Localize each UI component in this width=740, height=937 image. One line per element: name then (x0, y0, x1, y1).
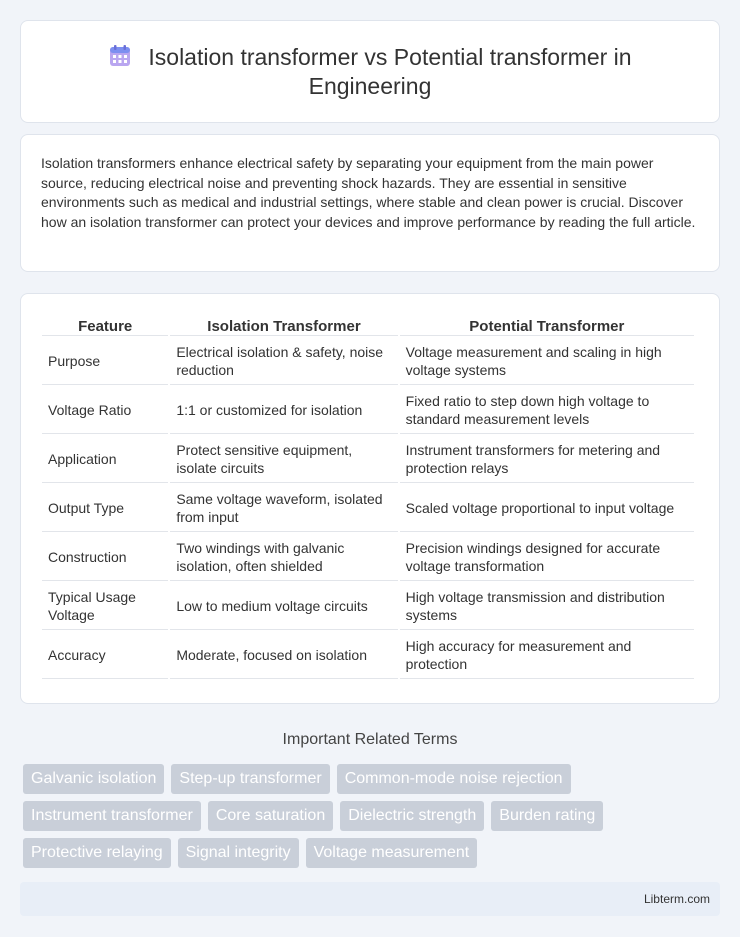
related-terms-title: Important Related Terms (282, 731, 458, 748)
related-term-tag[interactable]: Core saturation (208, 801, 333, 831)
column-header: Isolation Transformer (170, 314, 397, 336)
table-cell-feature: Output Type (42, 485, 168, 532)
table-row (42, 387, 694, 434)
footer (20, 882, 720, 916)
column-header: Feature (42, 314, 168, 336)
table-cell-potential: High accuracy for measurement and protection (400, 632, 694, 679)
related-term-tag[interactable]: Instrument transformer (23, 801, 201, 831)
table-cell-feature: Accuracy (42, 632, 168, 679)
table-row (42, 436, 694, 483)
related-term-tag[interactable]: Signal integrity (178, 838, 299, 868)
comparison-table (40, 312, 696, 681)
page-title-wrap (61, 43, 679, 101)
footer-brand-link[interactable]: Libterm.com (643, 892, 710, 906)
table-cell-isolation: Protect sensitive equipment, isolate circuits (170, 436, 397, 483)
table-cell-isolation: Moderate, focused on isolation (170, 632, 397, 679)
related-term-tag[interactable]: Dielectric strength (340, 801, 484, 831)
table-cell-potential: Instrument transformers for metering and protection relays (400, 436, 694, 483)
related-term-tag[interactable]: Burden rating (491, 801, 603, 831)
related-term-tag[interactable]: Step-up transformer (171, 764, 329, 794)
related-term-tag[interactable]: Voltage measurement (306, 838, 478, 868)
related-terms-list (20, 764, 630, 875)
table-row (42, 583, 694, 630)
table-cell-isolation: Two windings with galvanic isolation, often shielded (170, 534, 397, 581)
table-cell-feature: Typical Usage Voltage (42, 583, 168, 630)
table-row (42, 338, 694, 385)
column-header: Potential Transformer (400, 314, 694, 336)
table-cell-potential: High voltage transmission and distribution systems (400, 583, 694, 630)
table-row (42, 632, 694, 679)
title-card (20, 20, 720, 123)
page-title: Isolation transformer vs Potential transformer in Engineering (148, 43, 632, 99)
calendar-grid-icon (108, 44, 132, 68)
table-cell-isolation: Same voltage waveform, isolated from input (170, 485, 397, 532)
table-cell-feature: Application (42, 436, 168, 483)
table-row (42, 485, 694, 532)
table-cell-potential: Precision windings designed for accurate voltage transformation (400, 534, 694, 581)
table-cell-potential: Voltage measurement and scaling in high voltage systems (400, 338, 694, 385)
related-term-tag[interactable]: Galvanic isolation (23, 764, 164, 794)
related-term-tag[interactable]: Protective relaying (23, 838, 171, 868)
intro-card (20, 134, 720, 272)
table-cell-isolation: Electrical isolation & safety, noise reduction (170, 338, 397, 385)
table-header-row (42, 314, 694, 336)
table-row (42, 534, 694, 581)
table-cell-potential: Scaled voltage proportional to input voltage (400, 485, 694, 532)
intro-text: Isolation transformers enhance electrical safety by separating your equipment from the main power source, reducing electrical noise and preventing shock hazards. They are essential in sensitive environments such as medical and industrial settings, where stable and clean power is crucial. Discover how an isolation transformer can protect your devices and improve performance by reading the full article. (41, 155, 696, 230)
table-cell-isolation: Low to medium voltage circuits (170, 583, 397, 630)
table-cell-feature: Construction (42, 534, 168, 581)
table-cell-isolation: 1:1 or customized for isolation (170, 387, 397, 434)
comparison-table-card (20, 293, 720, 704)
related-term-tag[interactable]: Common-mode noise rejection (337, 764, 571, 794)
table-cell-feature: Purpose (42, 338, 168, 385)
table-cell-potential: Fixed ratio to step down high voltage to standard measurement levels (400, 387, 694, 434)
table-cell-feature: Voltage Ratio (42, 387, 168, 434)
